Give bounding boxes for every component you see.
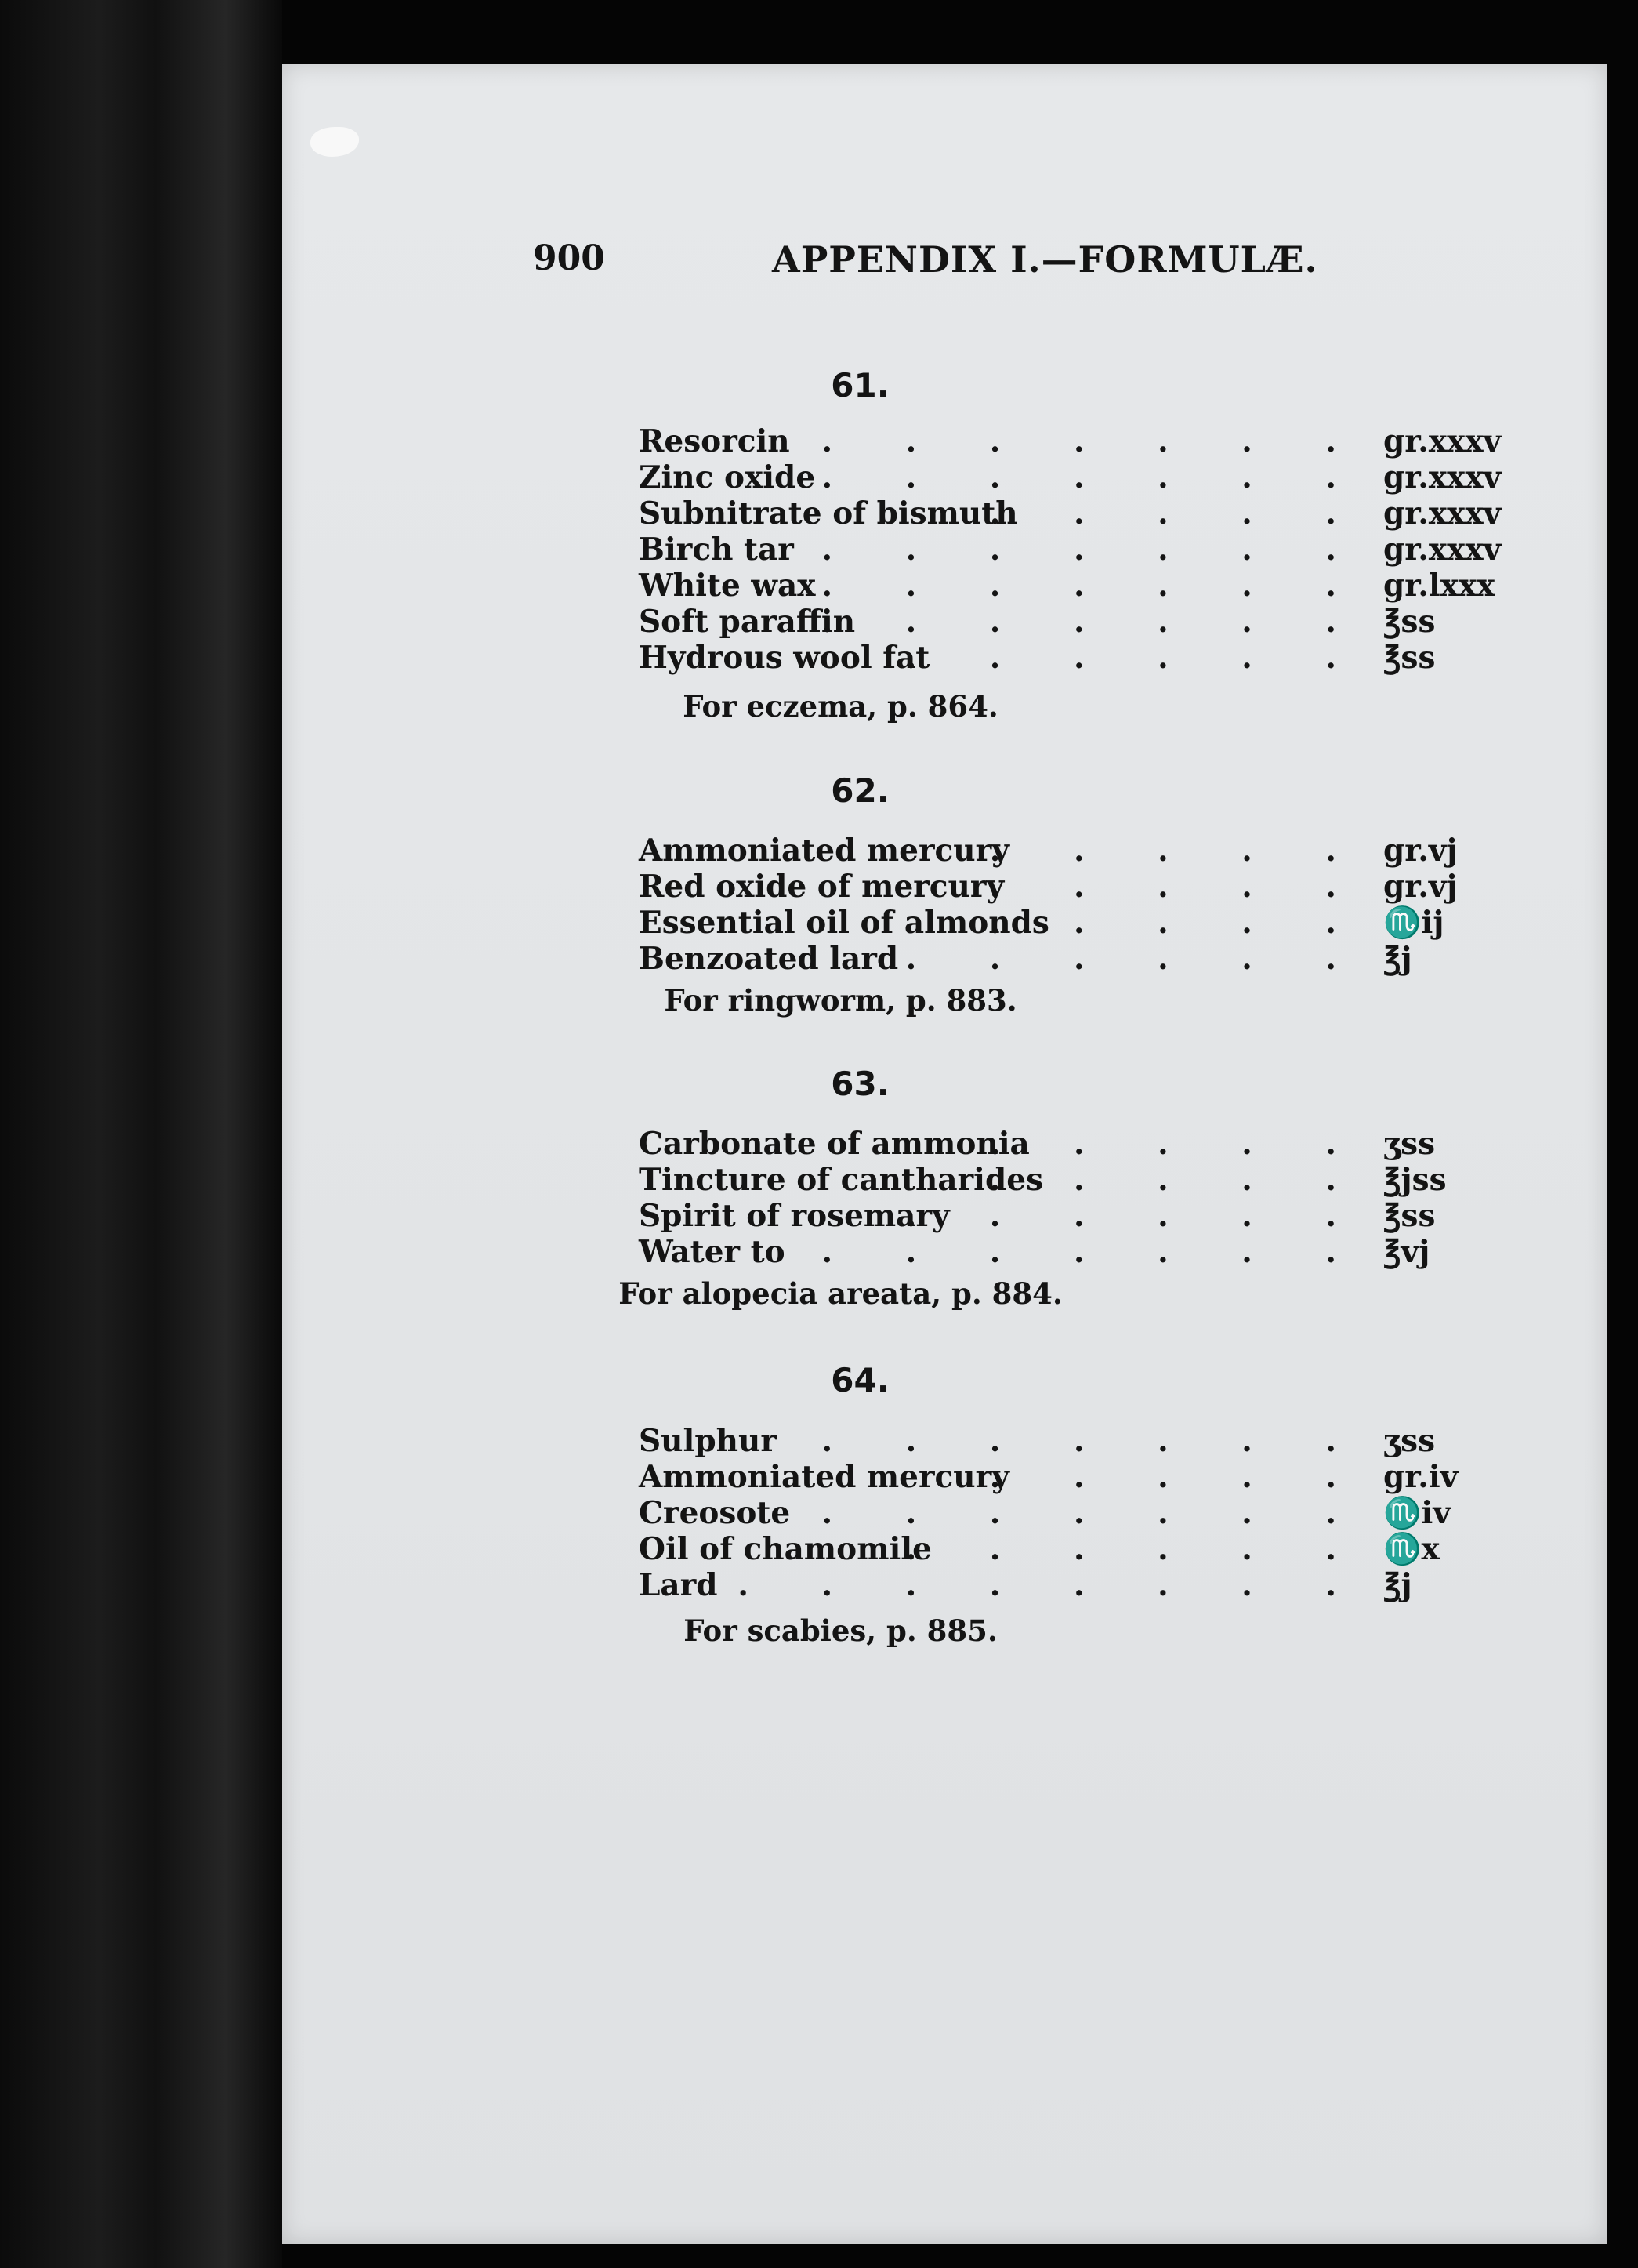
dot-leader: . . . . . . .: [821, 604, 1368, 640]
ingredient-quantity: ℥j: [1383, 941, 1412, 977]
ingredient-name: Creosote: [639, 1495, 791, 1531]
formula-number: 61.: [831, 366, 890, 405]
ingredient-name: Spirit of rosemary: [639, 1198, 950, 1234]
ingredient-name: Hydrous wool fat: [639, 640, 930, 676]
ingredient-name: White wax: [639, 568, 816, 604]
ingredient-row: [639, 1234, 1524, 1270]
dot-leader: . . . . . . .: [821, 568, 1368, 604]
ingredient-row: [639, 495, 1524, 532]
ingredient-quantity: gr.iv: [1383, 1459, 1459, 1495]
ingredient-quantity: ℥ss: [1383, 640, 1436, 676]
dot-leader: . . . . . .: [905, 1198, 1368, 1234]
ingredient-name: Birch tar: [639, 532, 794, 568]
dot-leader: . . . . . . .: [821, 423, 1368, 459]
ingredient-row: [639, 1531, 1524, 1567]
ingredient-name: Oil of chamomile: [639, 1531, 932, 1567]
ingredient-row: [639, 568, 1524, 604]
dot-leader: . . . . . . .: [821, 459, 1368, 495]
dot-leader: . . . . .: [989, 833, 1368, 869]
ingredient-row: [639, 941, 1524, 977]
ingredient-quantity: gr.xxxv: [1383, 423, 1502, 459]
ingredient-row: [639, 869, 1524, 905]
ingredient-name: Water to: [639, 1234, 785, 1270]
ingredient-row: [639, 604, 1524, 640]
ingredient-quantity: ℥vj: [1383, 1234, 1430, 1270]
ingredient-quantity: ℥ss: [1383, 604, 1436, 640]
ingredient-name: Essential oil of almonds: [639, 905, 1049, 941]
ingredient-quantity: ʒss: [1383, 1126, 1436, 1162]
ingredient-quantity: ♏ij: [1383, 905, 1444, 941]
dot-leader: . . . . . . .: [821, 1234, 1368, 1270]
ingredient-row: [639, 833, 1524, 869]
formula-number: 63.: [831, 1065, 890, 1103]
ingredient-name: Subnitrate of bismuth: [639, 495, 1018, 532]
dot-leader: . . . . .: [989, 905, 1368, 941]
ingredient-name: Carbonate of ammonia: [639, 1126, 1030, 1162]
ingredient-name: Benzoated lard: [639, 941, 899, 977]
ingredient-quantity: gr.lxxx: [1383, 568, 1495, 604]
ingredient-name: Ammoniated mercury: [639, 833, 1009, 869]
ingredient-row: [639, 905, 1524, 941]
ingredient-quantity: ℥jss: [1383, 1162, 1447, 1198]
ingredient-quantity: ℥ss: [1383, 1198, 1436, 1234]
ingredient-row: [639, 423, 1524, 459]
ingredient-row: [639, 1162, 1524, 1198]
dot-leader: . . . . . . . .: [737, 1567, 1368, 1603]
ingredient-row: [639, 1459, 1524, 1495]
ingredient-quantity: gr.vj: [1383, 869, 1458, 905]
ingredient-name: Lard: [639, 1567, 718, 1603]
ingredient-name: Sulphur: [639, 1423, 777, 1459]
ingredient-quantity: gr.xxxv: [1383, 532, 1502, 568]
ingredient-row: [639, 1126, 1524, 1162]
ingredient-name: Resorcin: [639, 423, 790, 459]
ingredient-row: [639, 1198, 1524, 1234]
ingredient-quantity: gr.xxxv: [1383, 495, 1502, 532]
dot-leader: . . . . . .: [905, 640, 1368, 676]
scan-background-edge: [0, 0, 282, 2268]
formula-note: For alopecia areata, p. 884.: [618, 1276, 1063, 1311]
formula-note: For eczema, p. 864.: [683, 689, 998, 724]
page-number: 900: [533, 238, 605, 278]
formula-note: For scabies, p. 885.: [683, 1613, 998, 1648]
running-head: [282, 238, 1607, 293]
ingredient-quantity: ♏iv: [1383, 1495, 1451, 1531]
ingredient-name: Tincture of cantharides: [639, 1162, 1044, 1198]
ingredient-quantity: ♏x: [1383, 1531, 1440, 1567]
ingredient-name: Zinc oxide: [639, 459, 816, 495]
ingredient-quantity: ʒss: [1383, 1423, 1436, 1459]
dot-leader: . . . . .: [989, 1459, 1368, 1495]
dot-leader: . . . . .: [989, 495, 1368, 532]
ingredient-row: [639, 532, 1524, 568]
ingredient-row: [639, 1567, 1524, 1603]
ingredient-name: Soft paraffin: [639, 604, 856, 640]
dot-leader: . . . . .: [989, 1126, 1368, 1162]
dot-leader: . . . . .: [989, 1162, 1368, 1198]
dot-leader: . . . . . .: [905, 1531, 1368, 1567]
ingredient-quantity: gr.xxxv: [1383, 459, 1502, 495]
page-smudge: [310, 127, 359, 157]
formula-number: 64.: [831, 1361, 890, 1399]
ingredient-quantity: ℥j: [1383, 1567, 1412, 1603]
dot-leader: . . . . . .: [905, 941, 1368, 977]
dot-leader: . . . . . . .: [821, 532, 1368, 568]
dot-leader: . . . . . . .: [821, 1423, 1368, 1459]
ingredient-row: [639, 459, 1524, 495]
page-title: APPENDIX I.—FORMULÆ.: [772, 238, 1318, 281]
ingredient-row: [639, 1423, 1524, 1459]
dot-leader: . . . . . . .: [821, 1495, 1368, 1531]
ingredient-name: Red oxide of mercury: [639, 869, 1005, 905]
formula-number: 62.: [831, 771, 890, 810]
dot-leader: . . . . .: [989, 869, 1368, 905]
ingredient-row: [639, 1495, 1524, 1531]
ingredient-quantity: gr.vj: [1383, 833, 1458, 869]
ingredient-name: Ammoniated mercury: [639, 1459, 1009, 1495]
book-page: [282, 64, 1607, 2244]
ingredient-row: [639, 640, 1524, 676]
formula-note: For ringworm, p. 883.: [664, 983, 1017, 1018]
